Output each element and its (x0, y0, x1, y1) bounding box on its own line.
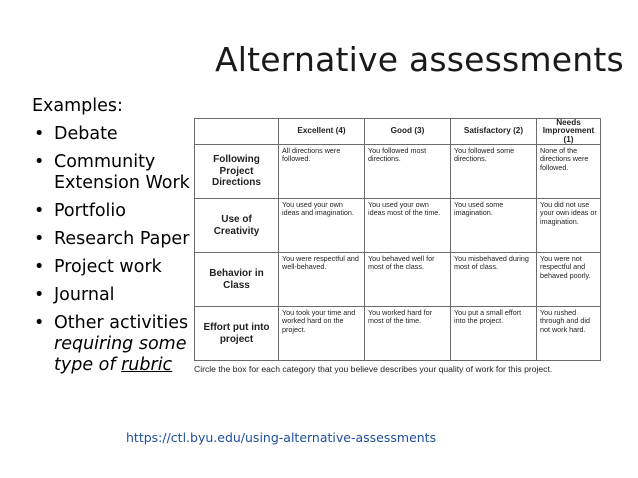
rubric-term: rubric (121, 355, 173, 375)
list-item: • Journal (32, 285, 194, 306)
header-satisfactory: Satisfactory (2) (451, 119, 537, 145)
table-cell: You were not respectful and behaved poorly. (537, 253, 601, 307)
table-row (195, 253, 601, 307)
table-cell: None of the directions were followed. (537, 145, 601, 199)
table-cell: You followed most directions. (365, 145, 451, 199)
table-cell: You rushed through and did not work hard. (537, 307, 601, 361)
table-cell: You put a small effort into the project. (451, 307, 537, 361)
table-cell: You behaved well for most of the class. (365, 253, 451, 307)
table-cell: You used your own ideas most of the time. (365, 199, 451, 253)
table-cell: All directions were followed. (279, 145, 365, 199)
rubric-caption: Circle the box for each category that you believe describes your quality of work for this project. (194, 364, 553, 375)
source-link[interactable]: https://ctl.byu.edu/using-alternative-assessments (126, 430, 437, 445)
table-cell: You used your own ideas and imagination. (279, 199, 365, 253)
table-cell: You did not use your own ideas or imagination. (537, 199, 601, 253)
list-item: • Other activities requiring some type of rubric (32, 313, 194, 376)
list-item: • Portfolio (32, 201, 194, 222)
row-label: Following Project Directions (195, 145, 279, 199)
table-cell: You worked hard for most of the time. (365, 307, 451, 361)
rubric-header-row (195, 119, 601, 145)
list-item: • Research Paper (32, 229, 194, 250)
examples-heading: Examples: (32, 96, 123, 116)
header-excellent: Excellent (4) (279, 119, 365, 145)
rubric-image (194, 118, 600, 374)
rubric-corner-cell (195, 119, 279, 145)
table-cell: You took your time and worked hard on the project. (279, 307, 365, 361)
table-cell: You followed some directions. (451, 145, 537, 199)
table-row (195, 307, 601, 361)
table-row (195, 145, 601, 199)
header-good: Good (3) (365, 119, 451, 145)
row-label: Effort put into project (195, 307, 279, 361)
list-item: • Project work (32, 257, 194, 278)
slide-title: Alternative assessments (215, 40, 624, 79)
row-label: Behavior in Class (195, 253, 279, 307)
rubric-table (194, 118, 601, 361)
table-row (195, 199, 601, 253)
list-item: • Community Extension Work (32, 152, 194, 194)
row-label: Use of Creativity (195, 199, 279, 253)
list-item: • Debate (32, 124, 194, 145)
italic-note: requiring some type of (54, 334, 187, 375)
table-cell: You misbehaved during most of class. (451, 253, 537, 307)
header-needs-improvement: Needs Improvement (1) (537, 119, 601, 145)
examples-list (32, 124, 194, 376)
table-cell: You used some imagination. (451, 199, 537, 253)
examples-panel (32, 96, 194, 383)
table-cell: You were respectful and well-behaved. (279, 253, 365, 307)
